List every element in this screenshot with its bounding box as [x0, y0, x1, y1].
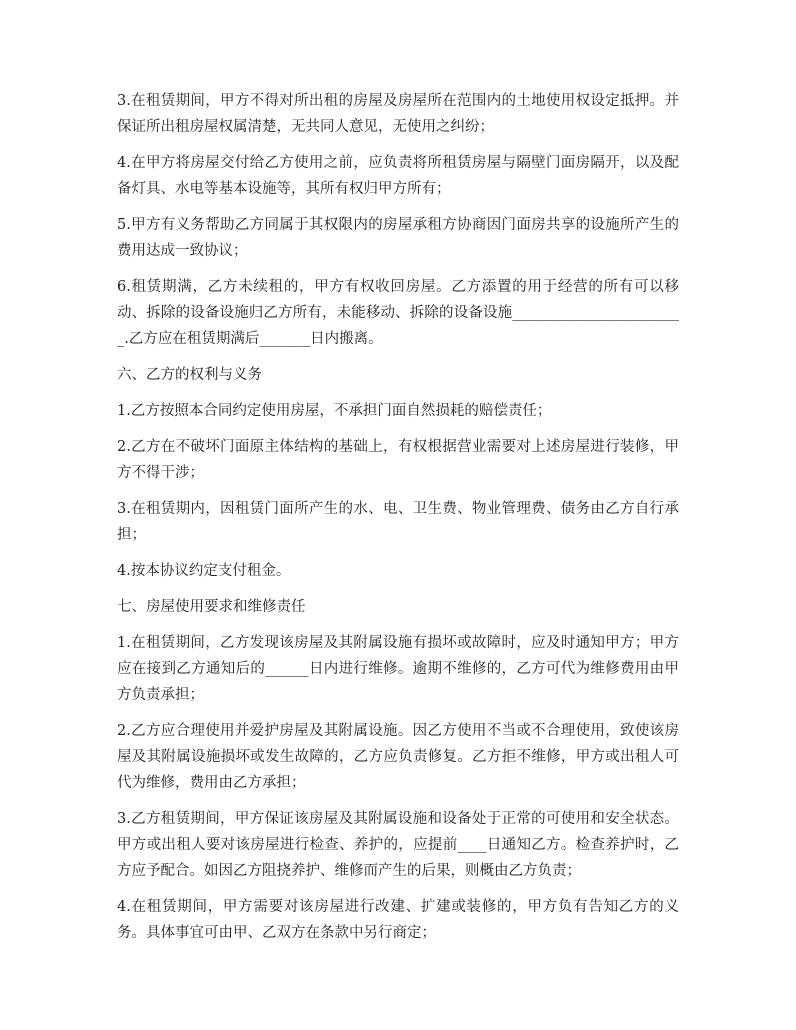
lessee-clause-1: 1.乙方按照本合同约定使用房屋，不承担门面自然损耗的赔偿责任；	[117, 403, 552, 419]
lessee-clause-3: 3.在租赁期内，因租赁门面所产生的水、电、卫生费、物业管理费、债务由乙方自行承担；	[117, 501, 679, 543]
clause-6-lease-expiry: 6.租赁期满，乙方未续租的，甲方有权收回房屋。乙方添置的用于经营的所有可以移动、拆除的设备设施归乙方所有，未能移动、拆除的设备设施________________________.乙方应在租赁期满后_______日内搬离。	[117, 279, 679, 347]
lessee-clause-4: 4.按本协议约定支付租金。	[117, 563, 291, 579]
section-heading-maintenance: 七、房屋使用要求和维修责任	[117, 599, 306, 615]
section-heading-lessee-rights: 六、乙方的权利与义务	[117, 367, 262, 383]
maintenance-clause-4: 4.在租赁期间，甲方需要对该房屋进行改建、扩建或装修的，甲方负有告知乙方的义务。具体事宜可由甲、乙双方在条款中另行商定；	[117, 899, 679, 941]
document-body	[117, 88, 679, 956]
clause-4-partition-and-facilities: 4.在甲方将房屋交付给乙方使用之前，应负责将所租赁房屋与隔壁门面房隔开，以及配备灯具、水电等基本设施等，其所有权归甲方所有；	[117, 155, 679, 197]
maintenance-clause-2: 2.乙方应合理使用并爱护房屋及其附属设施。因乙方使用不当或不合理使用，致使该房屋及其附属设施损坏或发生故障的，乙方应负责修复。乙方拒不维修，甲方或出租人可代为维修，费用由乙方承担；	[117, 723, 679, 791]
clause-3-no-mortgage: 3.在租赁期间，甲方不得对所出租的房屋及房屋所在范围内的土地使用权设定抵押。并保证所出租房屋权属清楚，无共同人意见，无使用之纠纷；	[117, 93, 679, 135]
maintenance-clause-3: 3.乙方租赁期间，甲方保证该房屋及其附属设施和设备处于正常的可使用和安全状态。甲方或出租人要对该房屋进行检查、养护的，应提前____日通知乙方。检查养护时，乙方应予配合。如因乙方阻挠养护、维修而产生的后果，则概由乙方负责；	[117, 811, 679, 879]
clause-5-shared-facility-costs: 5.甲方有义务帮助乙方同属于其权限内的房屋承租方协商因门面房共享的设施所产生的费用达成一致协议；	[117, 217, 679, 259]
maintenance-clause-1: 1.在租赁期间，乙方发现该房屋及其附属设施有损坏或故障时，应及时通知甲方；甲方应在接到乙方通知后的______日内进行维修。逾期不维修的，乙方可代为维修费用由甲方负责承担；	[117, 635, 679, 703]
lessee-clause-2: 2.乙方在不破坏门面原主体结构的基础上，有权根据营业需要对上述房屋进行装修，甲方不得干涉；	[117, 439, 679, 481]
